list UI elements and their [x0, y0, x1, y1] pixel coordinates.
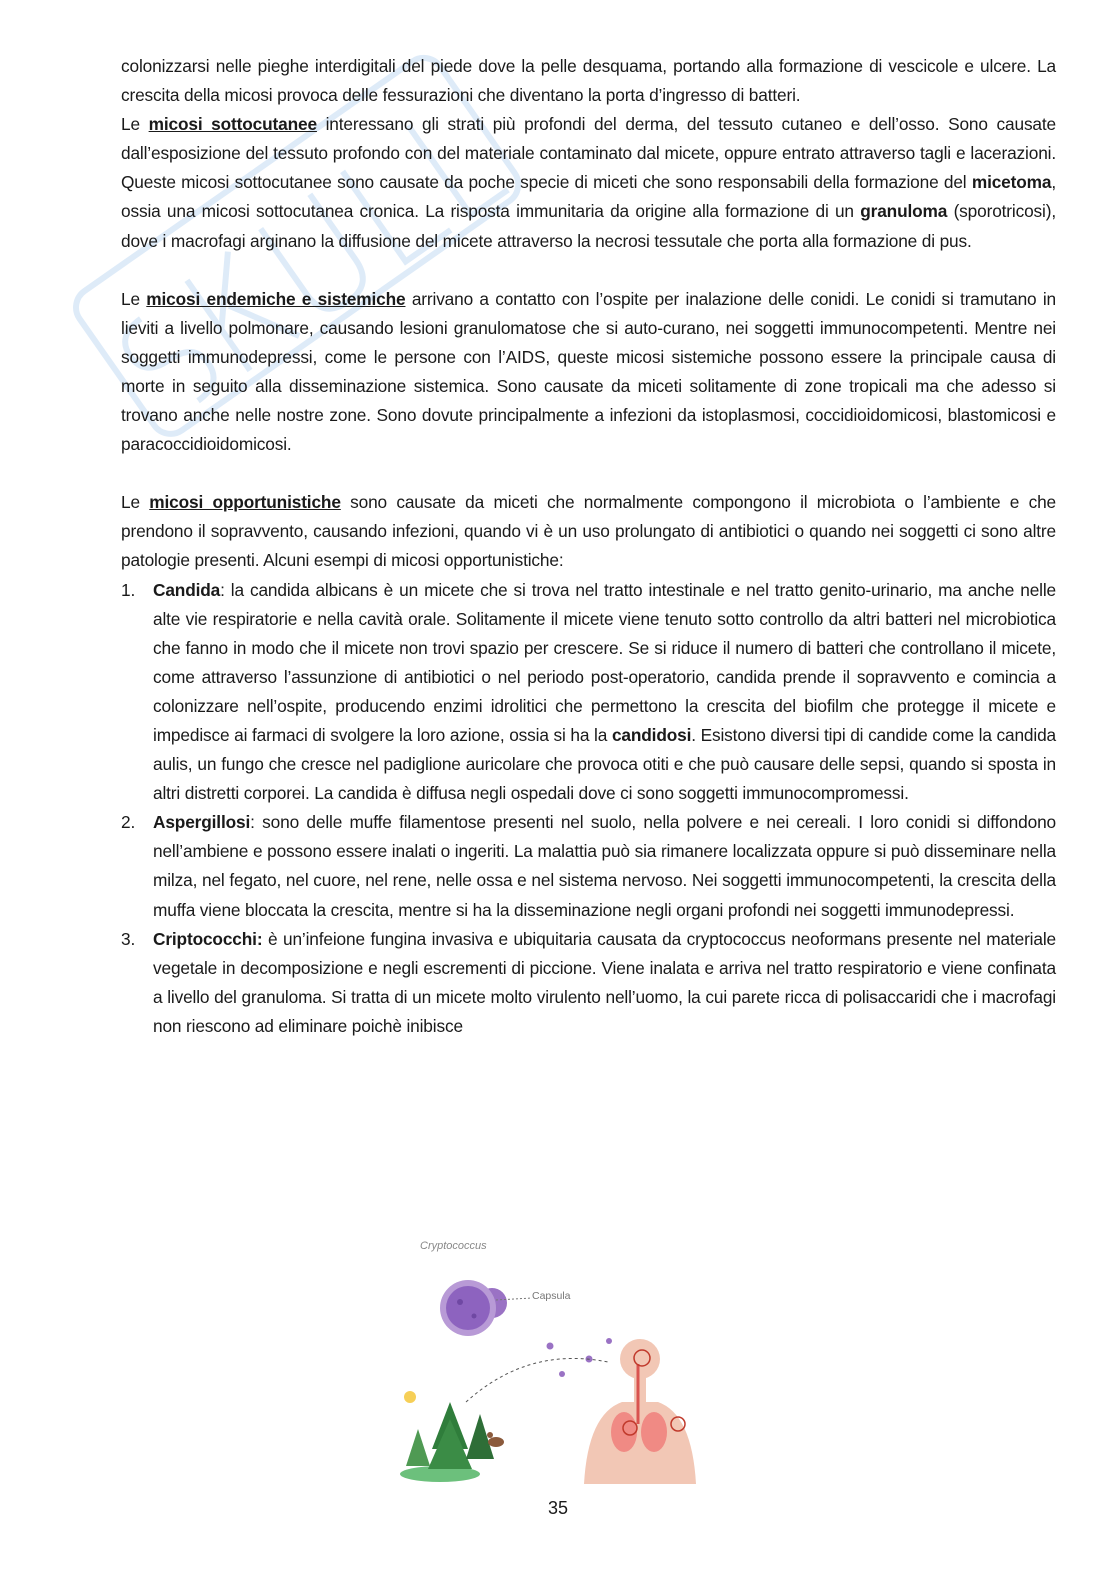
paragraph-micosi-sottocutanee: Le micosi sottocutanee interessano gli strati più profondi del derma, del tessuto cutaneo e dell’osso. Sono causate dall’esposizione del tessuto profondo con del materiale contaminato dal micete, oppure entrato attraverso tagli e lacerazioni. Queste micosi sottocutanee sono causate da poche specie di miceti che sono responsabili della formazione del micetoma, ossia una micosi sottocutanea cronica. La risposta immunitaria da origine alla formazione di un granuloma (sporotricosi), dove i macrofagi arginano la diffusione del micete attraverso la necrosi tessutale che porta alla formazione di pus.: [121, 114, 1057, 251]
list-item-candida: 1. Candida: la candida albicans è un micete che si trova nel tratto intestinale e nel tratto genito-urinario, ma anche nelle alte vie respiratorie e nella cavità orale. Solitamente il micete viene tenuto sotto controllo da altri batteri nel microbiotica che fanno in modo che il micete non trovi spazio per crescere. Se si riduce il numero di batteri che controllano il micete, come attraverso l’assunzione di antibiotici o nel periodo post-operatorio, candida prende il sopravvento e comincia a colonizzare nell’ospite, producendo enzimi idrolitici che permettono la crescita del biofilm che protegge il micete e impedisce ai farmaci di svolgere la loro azione, ossia si ha la candidosi. Esistono diversi tipi di candide come la candida aulis, un fungo che cresce nel padiglione auricolare che provoca otiti e che può causare delle sepsi, quando si sposta in altri distretti corporei. La candida è diffusa negli ospedali dove ci sono soggetti immunocompromessi.: [121, 579, 1056, 804]
transmission-arrow: [466, 1358, 608, 1402]
examples-list: [121, 576, 1056, 1042]
paragraph-micosi-endemiche: Le micosi endemiche e sistemiche arrivano a contatto con l’ospite per inalazione delle conidi. Le conidi si tramutano in lieviti a livello polmonare, causando lesioni granulomatose che si auto-curano, nei soggetti immunocompetenti. Mentre nei soggetti immunodepressi, come le persone con l’AIDS, queste micosi sistemiche possono essere la principale causa di morte in seguito alla disseminazione sistemica. Sono causate da miceti solitamente di zone tropicali ma che adesso si trovano anche nelle nostre zone. Sono dovute principalmente a infezioni da istoplasmosi, coccidioidomicosi, blastomicosi e paracoccidioidomicosi.: [121, 288, 1057, 455]
cryptococcus-figure: [398, 1234, 708, 1489]
paragraph-continued: colonizzarsi nelle pieghe interdigitali del piede dove la pelle desquama, portando alla formazione di vescicole e ulcere. La crescita della micosi provoca delle fessurazioni che diventano la porta d’ingresso di batteri.: [121, 56, 1056, 106]
yeast-cell-icon: [446, 1286, 490, 1330]
list-item-aspergillosi: 2. Aspergillosi: sono delle muffe filamentose presenti nel suolo, nella polvere e nei cereali. I loro conidi si diffondono nell’ambiene e possono essere inalati o ingeriti. La malattia può sia rimanere localizzata oppure si può disseminare nella milza, nel fegato, nel cuore, nel rene, nelle ossa e nel sistema nervoso. Nei soggetti immunocompetenti, la crescita della muffa viene bloccata la crescita, mentre si ha la disseminazione negli organi profondi nei soggetti immunodepressi.: [121, 812, 1056, 920]
capsule-label: Capsula: [532, 1290, 571, 1302]
lung-right-icon: [641, 1412, 667, 1452]
term-micosi-sottocutanee: micosi sottocutanee: [148, 114, 317, 135]
cryptococcus-illustration: [398, 1234, 708, 1489]
human-head: [620, 1339, 660, 1379]
term-micetoma: micetoma: [971, 172, 1052, 193]
term-granuloma: granuloma: [860, 201, 948, 222]
figure-title: Cryptococcus: [420, 1240, 487, 1252]
document-body: [121, 52, 1056, 1041]
paragraph-micosi-opportunistiche: Le micosi opportunistiche sono causate da miceti che normalmente compongono il microbiota o l’ambiente e che prendono il sopravvento, causando infezioni, quando vi è un uso prolungato di antibiotici o quando nei soggetti ci sono altre patologie presenti. Alcuni esempi di micosi opportunistiche:: [121, 492, 1057, 571]
page-number: 35: [547, 1498, 569, 1518]
bird-icon: [488, 1437, 504, 1447]
term-micosi-opportunistiche: micosi opportunistiche: [149, 492, 341, 513]
sun-icon: [404, 1391, 416, 1403]
term-micosi-endemiche-sistemiche: micosi endemiche e sistemiche: [146, 288, 406, 309]
human-torso: [584, 1402, 696, 1484]
list-item-criptococchi: 3. Criptococchi: è un’infeione fungina invasiva e ubiquitaria causata da cryptococcus neoformans presente nel materiale vegetale in decomposizione e negli escrementi di piccione. Viene inalata e arriva nel tratto respiratorio e viene confinata a livello del granuloma. Si tratta di un micete molto virulento nell’uomo, la cui parete ricca di polisaccaridi che i macrofagi non riescono ad eliminare poichè inibisce: [121, 928, 1056, 1036]
